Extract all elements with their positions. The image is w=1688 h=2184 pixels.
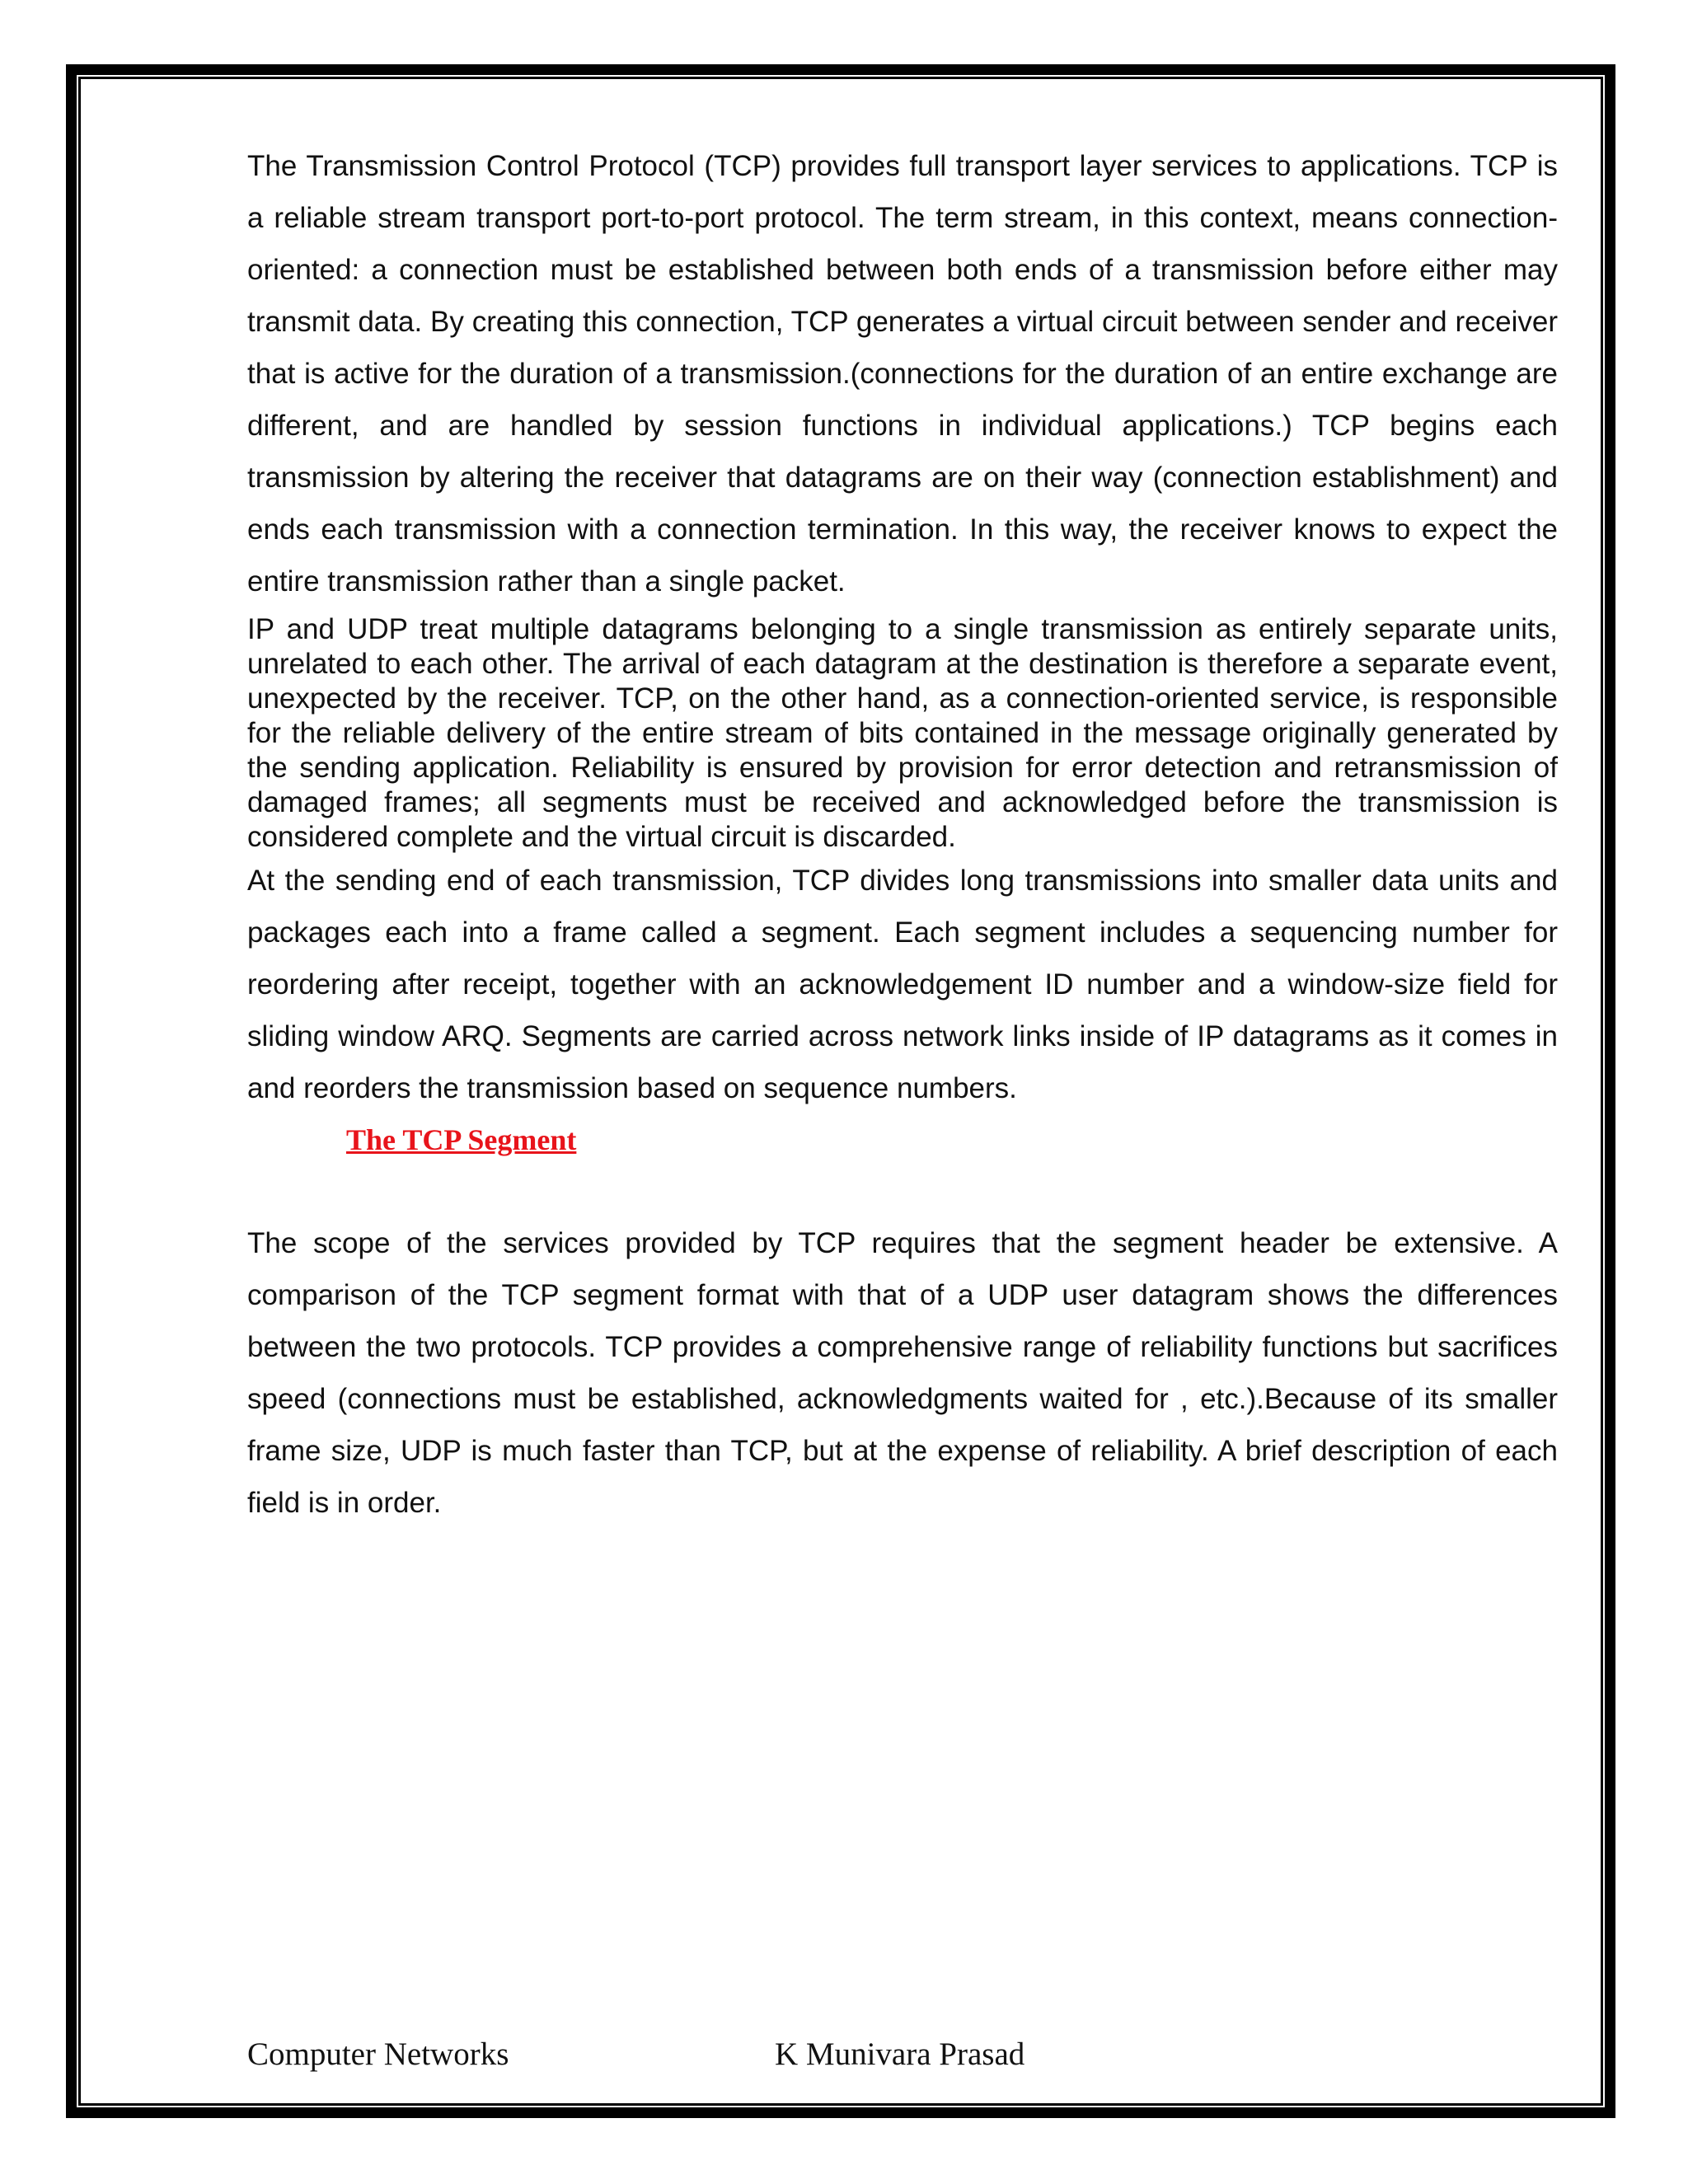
section-heading-tcp-segment: The TCP Segment — [346, 1123, 577, 1156]
page-content — [247, 140, 1558, 1529]
footer-author: K Munivara Prasad — [775, 2036, 1025, 2072]
paragraph-sending-end: At the sending end of each transmission, TCP divides long transmissions into smaller data units and packages each into a frame called a segment. Each segment includes a sequencing number for reordering after receipt, together with an acknowledgement ID number and a window-size field for sliding window ARQ. Segments are carried across network links inside of IP datagrams as it comes in and reorders the transmission based on sequence numbers. — [247, 865, 1558, 1104]
paragraph-scope: The scope of the services provided by TCP requires that the segment header be extensive. A comparison of the TCP segment format with that of a UDP user datagram shows the differences between the two protocols. TCP provides a comprehensive range of reliability functions but sacrifices speed (connections must be established, acknowledgments waited for , etc.).Because of its smaller frame size, UDP is much faster than TCP, but at the expense of reliability. A brief description of each field is in order. — [247, 1227, 1558, 1519]
paragraph-ip-udp: IP and UDP treat multiple datagrams belonging to a single transmission as entirely separate units, unrelated to each other. The arrival of each datagram at the destination is therefore a separate event, unexpected by the receiver. TCP, on the other hand, as a connection-oriented service, is responsible for the reliable delivery of the entire stream of bits contained in the message originally generated by the sending application. Reliability is ensured by provision for error detection and retransmission of damaged frames; all segments must be received and acknowledged before the transmission is considered complete and the virtual circuit is discarded. — [247, 613, 1558, 853]
footer-course-title: Computer Networks — [247, 2036, 509, 2072]
paragraph-tcp-intro: The Transmission Control Protocol (TCP) provides full transport layer services to applications. TCP is a reliable stream transport port-to-port protocol. The term stream, in this context, means connection-oriented: a connection must be established between both ends of a transmission before either may transmit data. By creating this connection, TCP generates a virtual circuit between sender and receiver that is active for the duration of a transmission.(connections for the duration of an entire exchange are different, and are handled by session functions in individual applications.) TCP begins each transmission by altering the receiver that datagrams are on their way (connection establishment) and ends each transmission with a connection termination. In this way, the receiver knows to expect the entire transmission rather than a single packet. — [247, 150, 1558, 598]
page-footer — [247, 2036, 1558, 2077]
